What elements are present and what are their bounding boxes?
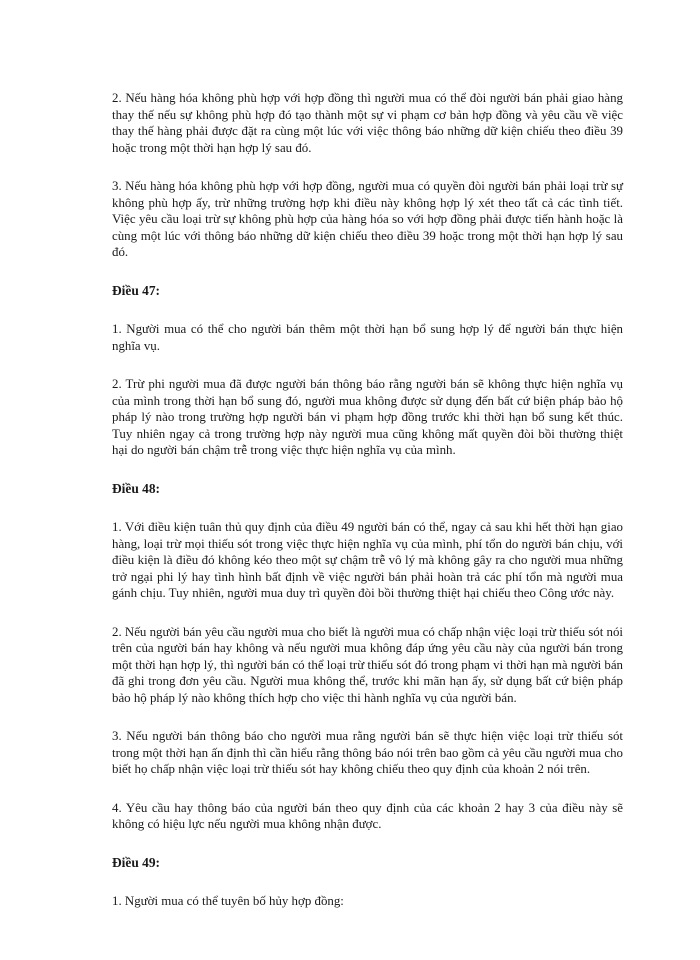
article-heading-47: Điều 47:	[112, 282, 160, 298]
paragraph-48-1: 1. Với điều kiện tuân thủ quy định của điều 49 người bán có thể, ngay cả sau khi hết thời hạn giao hàng, loại trừ mọi thiếu sót trong việc thực hiện nghĩa vụ của mình, phí tổn do người bán chịu, với điều kiện là điều đó không kéo theo một sự chậm trễ vô lý mà không gây ra cho người mua những trở ngại phi lý hay tình hình bất định về việc người bán phải hoàn trả các phí tổn mà người mua gánh chịu. Tuy nhiên, người mua duy trì quyền đòi bồi thường thiệt hại chiếu theo Công ước này.	[112, 520, 623, 600]
paragraph-48-4: 4. Yêu cầu hay thông báo của người bán theo quy định của các khoản 2 hay 3 của điều này sẽ không có hiệu lực nếu người mua không nhận được.	[112, 800, 623, 831]
paragraph-46-2: 2. Nếu hàng hóa không phù hợp với hợp đồng thì người mua có thể đòi người bán phải giao hàng thay thế nếu sự không phù hợp đó tạo thành một sự vi phạm cơ bản hợp đồng và yêu cầu về việc thay thế hàng phải được đặt ra cùng một lúc với việc thông báo những dữ kiện chiếu theo điều 39 hoặc trong một thời hạn hợp lý sau đó.	[112, 91, 623, 155]
paragraph-47-2: 2. Trừ phi người mua đã được người bán thông báo rằng người bán sẽ không thực hiện nghĩa vụ của mình trong thời hạn bổ sung đó, người mua không được sử dụng đến bất cứ biện pháp bảo hộ pháp lý nào trong trường hợp người bán vi phạm hợp đồng trước khi thời hạn bổ sung kết thúc. Tuy nhiên ngay cả trong trường hợp này người mua cũng không mất quyền đòi bồi thường thiệt hại do người bán chậm trễ trong việc thực hiện nghĩa vụ của mình.	[112, 377, 623, 457]
paragraph-48-2: 2. Nếu người bán yêu cầu người mua cho biết là người mua có chấp nhận việc loại trừ thiếu sót nói trên của người bán hay không và nếu người mua không đáp ứng yêu cầu này của người bán trong một thời hạn hợp lý, thì người bán có thể loại trừ thiếu sót đó trong phạm vi thời hạn mà người bán đã ghi trong đơn yêu cầu. Người mua không thể, trước khi mãn hạn ấy, sử dụng bất cứ biện pháp bảo hộ pháp lý nào không thích hợp cho việc thi hành nghĩa vụ của người bán.	[112, 624, 623, 705]
paragraph-46-3: 3. Nếu hàng hóa không phù hợp với hợp đồng, người mua có quyền đòi người bán phải loại trừ sự không phù hợp ấy, trừ những trường hợp khi điều này không hợp lý xét theo tất cả các tình tiết. Việc yêu cầu loại trừ sự không phù hợp của hàng hóa so với hợp đồng phải được tiến hành hoặc là cùng một lúc với thông báo những dữ kiện chiếu theo điều 39 hoặc trong một thời hạn hợp lý sau đó.	[112, 179, 623, 259]
article-heading-49: Điều 49:	[112, 854, 160, 870]
paragraph-48-3: 3. Nếu người bán thông báo cho người mua rằng người bán sẽ thực hiện việc loại trừ thiếu sót trong một thời hạn ấn định thì cần hiểu rằng thông báo nói trên bao gồm cả yêu cầu người mua cho biết họ chấp nhận việc loại trừ thiếu sót hay không chiếu theo quy định của khoản 2 nói trên.	[112, 729, 623, 776]
document-page	[112, 90, 623, 910]
paragraph-47-1: 1. Người mua có thể cho người bán thêm một thời hạn bổ sung hợp lý để người bán thực hiện nghĩa vụ.	[112, 322, 623, 353]
article-heading-48: Điều 48:	[112, 480, 160, 496]
paragraph-49-1: 1. Người mua có thể tuyên bố hủy hợp đồng:	[112, 894, 344, 908]
